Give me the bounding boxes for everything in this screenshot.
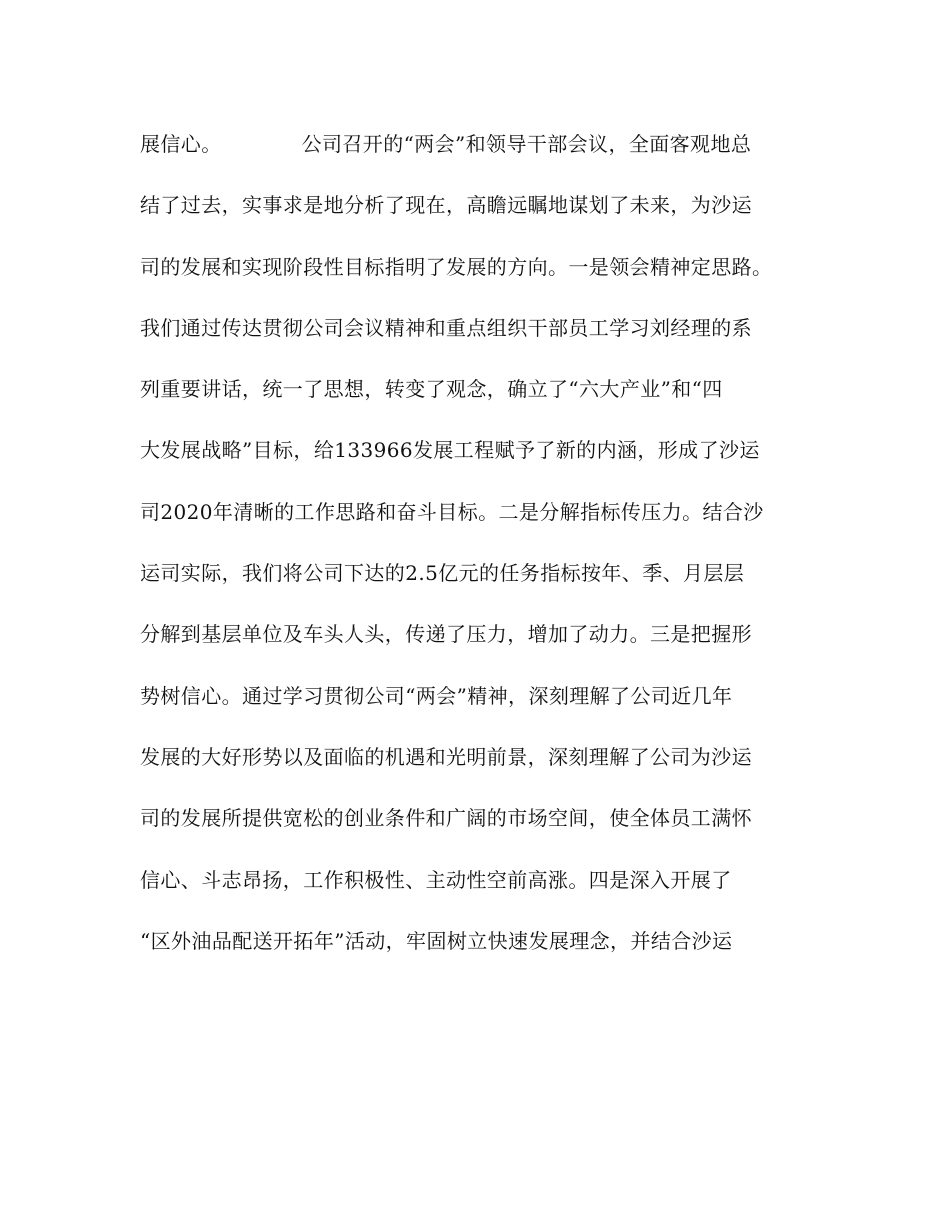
text-line-4: 我们通过传达贯彻公司会议精神和重点组织干部员工学习刘经理的系 [140, 315, 752, 340]
document-body [140, 124, 810, 982]
text-line-7: 司2020年清晰的工作思路和奋斗目标。二是分解指标传压力。结合沙 [140, 499, 764, 524]
text-line-2: 结了过去，实事求是地分析了现在，高瞻远瞩地谋划了未来，为沙运 [140, 193, 752, 218]
text-line-1-text: 公司召开的“两会”和领导干部会议，全面客观地总 [301, 132, 752, 156]
text-line-12: 司的发展所提供宽松的创业条件和广阔的市场空间，使全体员工满怀 [140, 806, 752, 831]
text-line-1-lead: 展信心。 [140, 132, 222, 156]
text-line-6: 大发展战略”目标，给133966发展工程赋予了新的内涵，形成了沙运 [140, 438, 760, 463]
text-line-9: 分解到基层单位及车头人头，传递了压力，增加了动力。三是把握形 [140, 622, 752, 647]
text-line-8: 运司实际，我们将公司下达的2.5亿元的任务指标按年、季、月层层 [140, 561, 745, 586]
text-line-14: “区外油品配送开拓年”活动，牢固树立快速发展理念，并结合沙运 [140, 928, 733, 953]
text-line-10: 势树信心。通过学习贯彻公司“两会”精神，深刻理解了公司近几年 [140, 683, 733, 708]
text-line-13: 信心、斗志昂扬，工作积极性、主动性空前高涨。四是深入开展了 [140, 867, 732, 892]
text-line-1 [140, 124, 810, 185]
text-line-3: 司的发展和实现阶段性目标指明了发展的方向。一是领会精神定思路。 [140, 254, 773, 279]
text-line-5: 列重要讲话，统一了思想，转变了观念，确立了“六大产业”和“四 [140, 377, 723, 402]
text-line-11: 发展的大好形势以及面临的机遇和光明前景，深刻理解了公司为沙运 [140, 744, 752, 769]
